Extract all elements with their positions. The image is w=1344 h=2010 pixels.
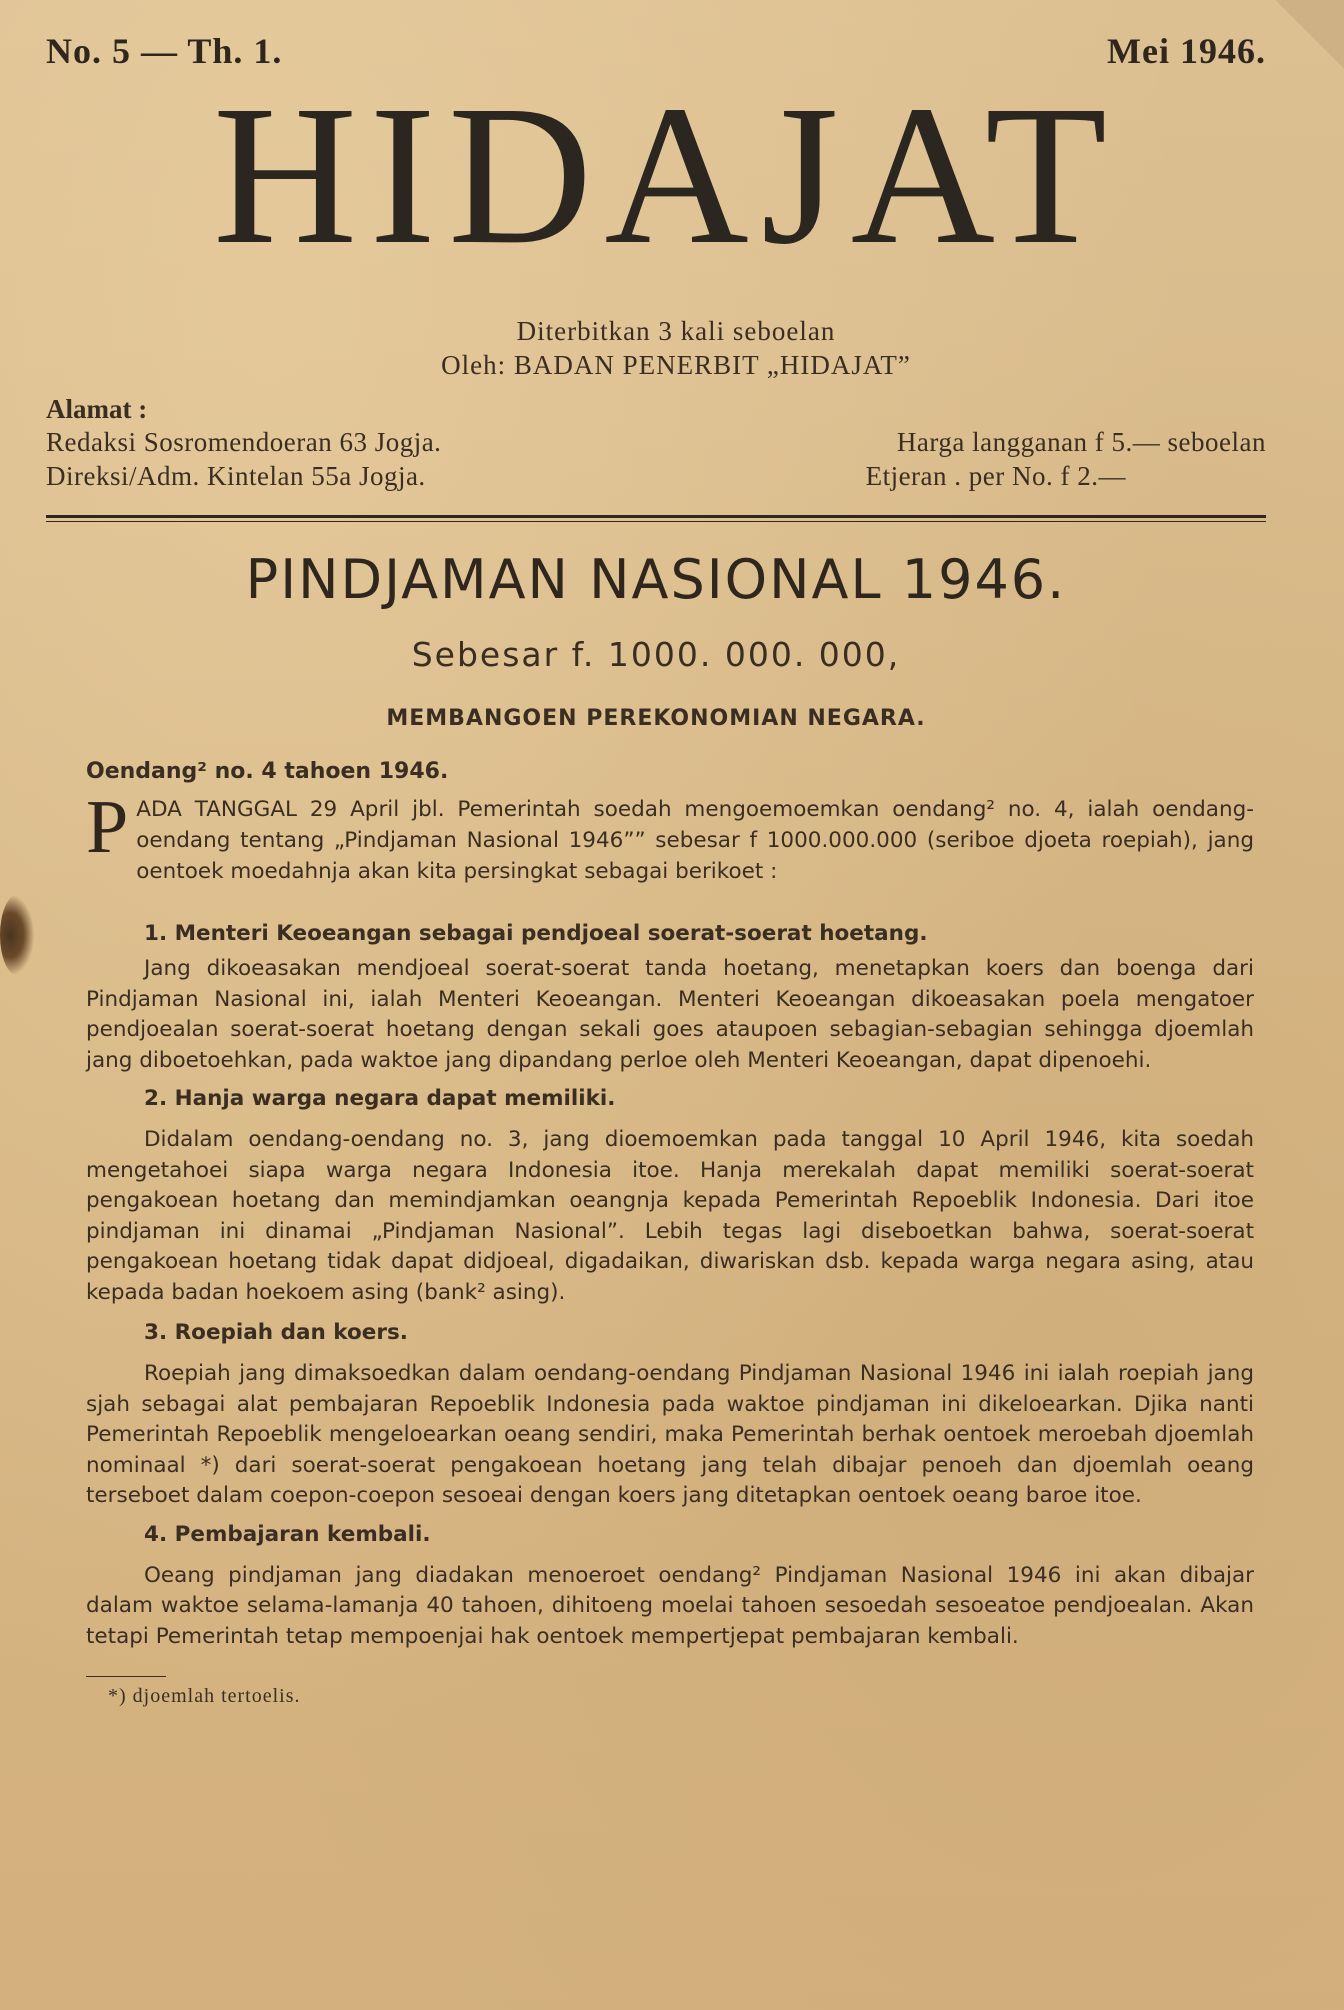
paper-stain bbox=[0, 895, 34, 975]
article-body bbox=[46, 759, 1266, 1708]
footnote-divider bbox=[86, 1676, 166, 1677]
publisher: Oleh: BADAN PENERBIT „HIDAJAT” bbox=[441, 350, 911, 380]
publication-info bbox=[86, 314, 1266, 382]
intro-paragraph bbox=[86, 785, 1254, 887]
intro-text: ADA TANGGAL 29 April jbl. Pemerintah soedah mengoemoemkan oendang² no. 4, ialah oendang-oendang tentang „Pindjaman Nasional 1946”” sebesar f 1000.000.000 (seriboe djoeta roepiah), jang oentoek moedahnja akan kita persingkat sebagai berikoet : bbox=[136, 797, 1254, 884]
masthead-title: HIDAJAT bbox=[212, 65, 1120, 286]
footnote: *) djoemlah tertoelis. bbox=[108, 1685, 301, 1707]
section-text: Oeang pindjaman jang diadakan menoeroet oendang² Pindjaman Nasional 1946 ini akan dibajar dalam waktoe selama-lamanja 40 tahoen, dihitoeng moelai tahoen sesoedah sesoeatoe pendjoealan. Akan tetapi Pemerintah tetap mempoenjai hak oentoek mempertjepat pembajaran kembali. bbox=[86, 1562, 1254, 1649]
loan-amount: Sebesar f. 1000. 000. 000, bbox=[411, 635, 901, 674]
address-label: Alamat : bbox=[46, 394, 148, 424]
retail-price: Etjeran . per No. f 2.— bbox=[865, 461, 1126, 491]
address-row-1 bbox=[46, 425, 1266, 459]
page-corner-fold bbox=[1274, 0, 1344, 100]
section-heading: 3. Roepiah dan koers. bbox=[144, 1320, 408, 1345]
section-heading: 2. Hanja warga negara dapat memiliki. bbox=[144, 1086, 616, 1111]
section-text: Roepiah jang dimaksoedkan dalam oendang-oendang Pindjaman Nasional 1946 ini ialah roepiah jang sjah sebagai alat pembajaran Repoeblik Indonesia pada waktoe pindjaman ini dikeloearkan. Djika nanti Pemerintah Repoeblik mengeloearkan oeang sendiri, maka Pemerintah berhak oentoek meroebah djoemlah nominaal *) dari soerat-soerat pengakoean hoetang jang telah dibajar penoeh dan djoemlah oeang terseboet dalam coepon-coepon sesoeai dengan koers jang ditetapkan oentoek oeang baroe itoe. bbox=[86, 1361, 1254, 1508]
issue-date: Mei 1946. bbox=[1107, 31, 1266, 71]
section-text: Jang dikoeasakan mendjoeal soerat-soerat tanda hoetang, menetapkan koers dan boenga dari Pindjaman Nasional ini, ialah Menteri Keoeangan. Menteri Keoeangan dikoeasakan poela mengatoer pendjoealan soerat-soerat hoetang dengan sekali goes ataupoen sebagian-sebagian sehingga djoemlah jang diboetoehkan, pada waktoe jang dipandang perloe oleh Menteri Keoeangan, dapat dipenoehi. bbox=[86, 956, 1254, 1073]
article-title: PINDJAMAN NASIONAL 1946. bbox=[245, 548, 1067, 611]
administration-address: Direksi/Adm. Kintelan 55a Jogja. bbox=[46, 461, 426, 491]
article-subtitle: MEMBANGOEN PEREKONOMIAN NEGARA. bbox=[386, 706, 926, 731]
law-reference: Oendang² no. 4 tahoen 1946. bbox=[86, 759, 449, 784]
section-heading: 4. Pembajaran kembali. bbox=[144, 1521, 431, 1547]
subscription-price: Harga langganan f 5.— seboelan bbox=[896, 427, 1266, 457]
section-text: Didalam oendang-oendang no. 3, jang dioemoemkan pada tanggal 10 April 1946, kita soedah mengetahoei siapa warga negara Indonesia itoe. Hanja merekalah dapat memiliki soerat-soerat pengakoean hoetang dan memindjamkan oeangnja kepada Pemerintah Repoeblik Indonesia. Dari itoe pindjaman ini dinamai „Pindjaman Nasional”. Lebih tegas lagi diseboetkan bahwa, soerat-soerat pengakoean hoetang tidak dapat didjoeal, digadaikan, diwariskan dsb. kepada warga negara asing, atau kepada badan hoekoem asing (bank² asing). bbox=[86, 1127, 1254, 1305]
address-row-2 bbox=[46, 459, 1266, 493]
section-heading: 1. Menteri Keoeangan sebagai pendjoeal soerat-soerat hoetang. bbox=[144, 921, 928, 946]
issue-number: No. 5 — Th. 1. bbox=[46, 31, 283, 71]
drop-cap: P bbox=[86, 785, 129, 869]
publication-frequency: Diterbitkan 3 kali seboelan bbox=[516, 316, 836, 346]
header-divider bbox=[46, 515, 1266, 522]
editorial-address: Redaksi Sosromendoeran 63 Jogja. bbox=[46, 427, 442, 457]
